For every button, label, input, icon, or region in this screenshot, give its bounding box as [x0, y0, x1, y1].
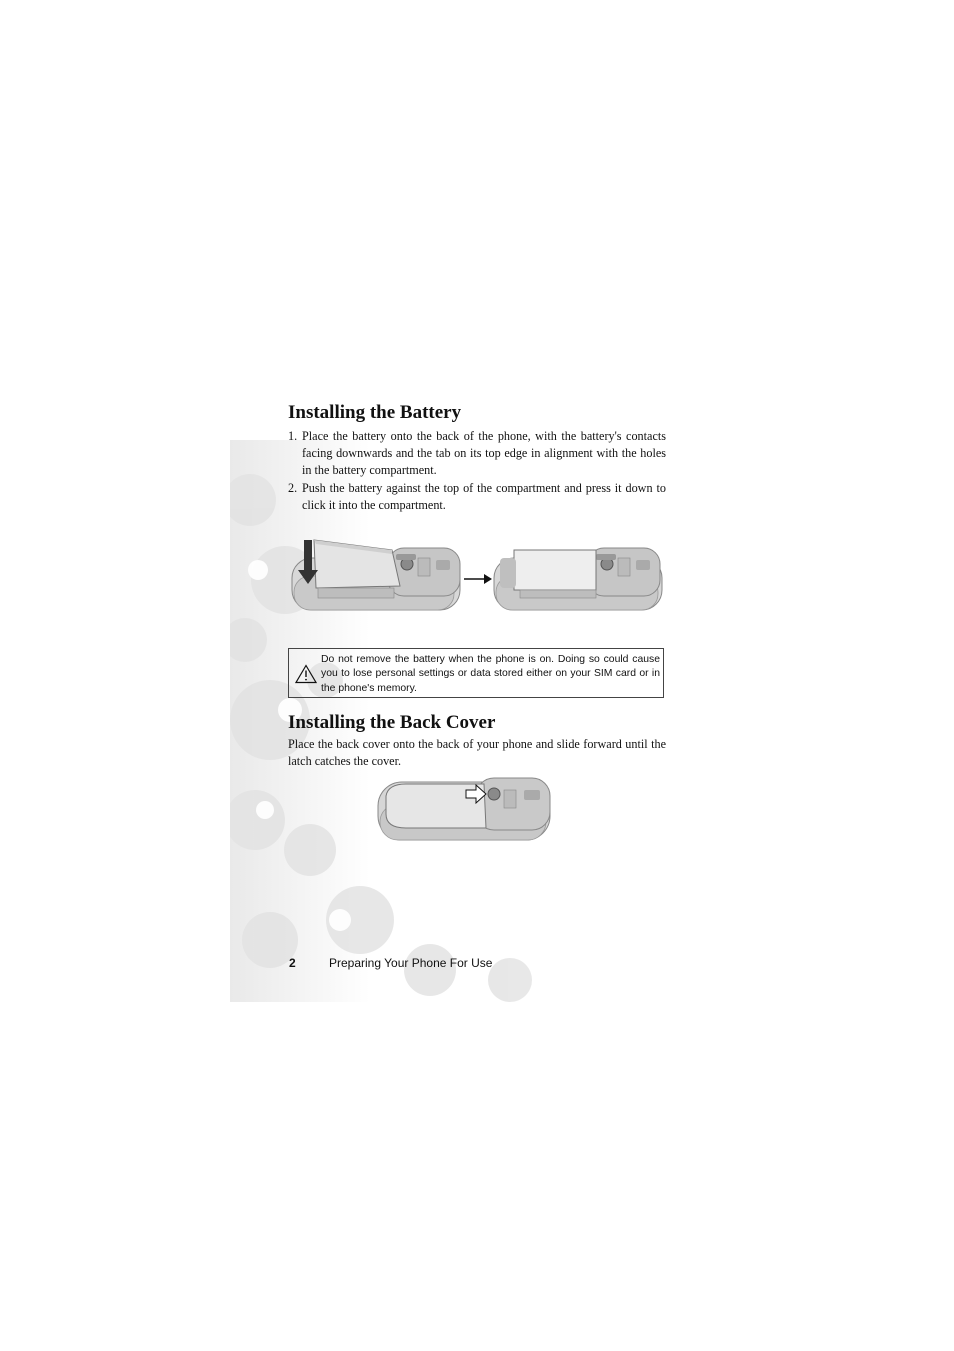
caution-text: Do not remove the battery when the phone is on. Doing so could cause you to lose personal settings or data stored either on your SIM card or in the phone's memory.: [321, 654, 660, 694]
phone-image-right: [494, 548, 662, 610]
section-title-battery: Installing the Battery: [288, 402, 462, 423]
section-installing-back-cover: [288, 710, 666, 770]
caution-box: [288, 648, 664, 698]
phone-image-left: [292, 540, 460, 610]
battery-steps-list: [288, 428, 666, 514]
section-installing-battery: [288, 400, 666, 516]
back-cover-instructions: Place the back cover onto the back of your phone and slide forward until the latch catches the cover.: [288, 737, 666, 768]
step-number: 2.: [288, 481, 298, 496]
chapter-title: Preparing Your Phone For Use: [329, 956, 493, 970]
step-number: 1.: [288, 429, 298, 443]
step-text: Push the battery against the top of the compartment and press it down to click it into the compartment.: [302, 481, 666, 513]
page-footer: [289, 955, 492, 971]
list-item: [288, 428, 666, 478]
warning-triangle-icon: [295, 664, 317, 684]
step-text: Place the battery onto the back of the phone, with the battery's contacts facing downwards and the tab on its top edge in alignment with the holes in the battery compartment.: [302, 429, 666, 477]
right-arrow-icon: [464, 574, 492, 584]
page-number: 2: [289, 956, 296, 970]
battery-installation-illustration: [288, 536, 666, 618]
section-title-back-cover: Installing the Back Cover: [288, 712, 496, 733]
list-item: [288, 480, 666, 514]
back-cover-illustration: [376, 774, 554, 842]
